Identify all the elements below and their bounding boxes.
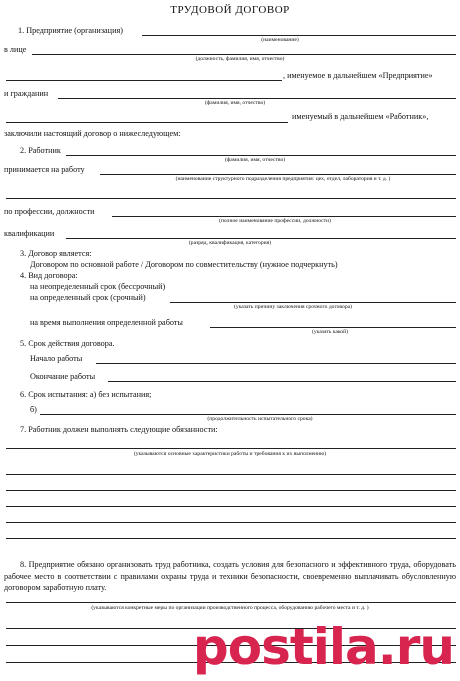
s6-duration-line[interactable] — [40, 414, 456, 415]
s5-end-label: Окончание работы — [30, 372, 96, 381]
s3-contract-type-text: Договором по основной работе / Договором по совместительству (нужное подчеркнуть) — [30, 260, 338, 269]
s8-measures-line-1[interactable] — [6, 602, 456, 603]
s7-duties-line-6[interactable] — [6, 538, 456, 539]
s1-representative-line-2[interactable] — [6, 80, 282, 81]
s2-unit-line[interactable] — [100, 174, 456, 175]
s5-label: 5. Срок действия договора. — [20, 339, 115, 348]
s1-citizen-line[interactable] — [58, 98, 456, 99]
s7-duties-line-1[interactable] — [6, 448, 456, 449]
s7-label: 7. Работник должен выполнять следующие обязанности: — [20, 425, 218, 434]
s1-named-worker: именуемый в дальнейшем «Работник», — [292, 112, 429, 121]
s2-caption-unit: (наименование структурного подразделения предприятия: цех, отдел, лаборатория и т. д. ) — [175, 176, 391, 182]
s5-start-label: Начало работы — [30, 354, 83, 363]
s2-caption-profession: (полное наименование профессии, должности) — [219, 218, 331, 224]
s1-in-person-label: в лице — [4, 45, 27, 54]
s1-caption-position: (должность, фамилия, имя, отчество) — [195, 56, 285, 62]
s4-fixed-reason-line[interactable] — [170, 302, 456, 303]
s8-text: 8. Предприятие обязано организовать труд работника, создать условия для безопасного и эффективного труда, оборудовать рабочее место в соответствии с правилами охраны труда и техники безопасности, своевременно выплачивать обусловленную договором заработную плату. — [4, 560, 456, 592]
s6-b-label: б) — [30, 405, 37, 414]
s2-caption-fio: (фамилия, имя, отчество) — [224, 157, 286, 163]
watermark-logo: postila.ru — [192, 618, 454, 676]
s4-caption-which: (указать какой) — [312, 329, 348, 335]
s4-label: 4. Вид договора: — [20, 271, 78, 280]
s5-end-line[interactable] — [108, 381, 456, 382]
s1-concluded-text: заключили настоящий договор о нижеследующем: — [4, 129, 181, 138]
document-title: ТРУДОВОЙ ДОГОВОР — [170, 4, 290, 16]
s6-caption-duration: (продолжительность испытательного срока) — [207, 416, 313, 422]
s2-qualification-line[interactable] — [66, 238, 456, 239]
s7-duties-line-4[interactable] — [6, 506, 456, 507]
s4-caption-reason: (указать причину заключения срочного договора) — [234, 304, 352, 310]
s7-caption: (указываются основные характеристики работы и требования к их выполнению) — [133, 451, 327, 457]
s1-caption-fio: (фамилия, имя, отчество) — [204, 100, 266, 106]
s7-duties-line-2[interactable] — [6, 474, 456, 475]
s5-start-line[interactable] — [96, 363, 456, 364]
s2-caption-qualification: (разряд, квалификация, категория) — [188, 240, 272, 246]
s1-enterprise-label: 1. Предприятие (организация) — [18, 26, 123, 35]
s2-worker-label: 2. Работник — [20, 146, 61, 155]
s1-citizen-label: и гражданин — [4, 89, 49, 98]
s2-unit-line-2[interactable] — [6, 198, 456, 199]
s2-profession-line[interactable] — [112, 216, 456, 217]
s2-hired-label: принимается на работу — [4, 165, 85, 174]
s1-named-enterprise: , именуемое в дальнейшем «Предприятие» — [283, 71, 433, 80]
s8-caption: (указываются конкретные меры по организации производственного процесса, оборудованию рабочего места и т. д. ) — [91, 605, 369, 611]
s6-label: 6. Срок испытания: а) без испытания; — [20, 390, 152, 399]
s2-profession-label: по профессии, должности — [4, 207, 95, 216]
s2-qualification-label: квалификации — [4, 229, 55, 238]
s3-label: 3. Договор является: — [20, 249, 92, 258]
s4-indefinite-option: на неопределенный срок (бессрочный) — [30, 282, 166, 291]
s7-duties-line-3[interactable] — [6, 490, 456, 491]
s4-task-line[interactable] — [210, 327, 456, 328]
s7-duties-line-5[interactable] — [6, 522, 456, 523]
s4-task-option: на время выполнения определенной работы — [30, 318, 183, 327]
s1-caption-name: (наименование) — [261, 37, 299, 43]
s4-fixed-option: на определенный срок (срочный) — [30, 293, 146, 302]
s1-representative-line[interactable] — [32, 54, 456, 55]
s1-enterprise-line[interactable] — [142, 35, 456, 36]
s2-worker-line[interactable] — [66, 155, 456, 156]
s1-citizen-line-2[interactable] — [6, 122, 288, 123]
